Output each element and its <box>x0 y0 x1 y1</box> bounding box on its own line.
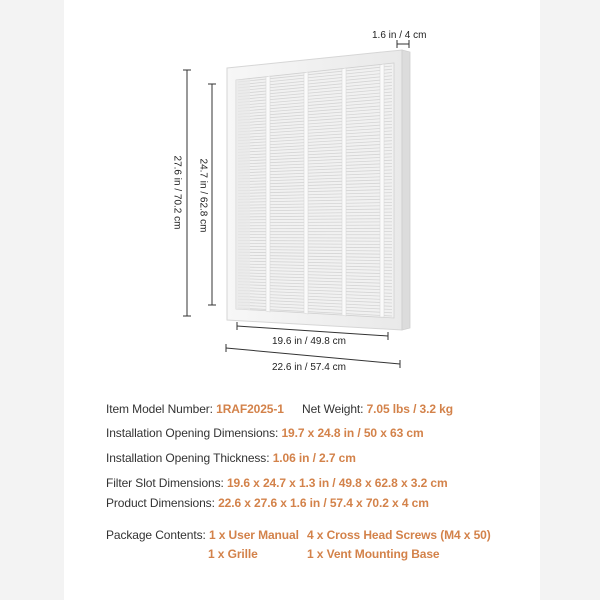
grille-side-edge <box>402 50 410 330</box>
opening-thickness-value: 1.06 in / 2.7 cm <box>272 451 356 465</box>
spec-row-opening-dims <box>106 426 424 440</box>
weight-value: 7.05 lbs / 3.2 kg <box>366 402 453 416</box>
product-dims-value: 22.6 x 27.6 x 1.6 in / 57.4 x 70.2 x 4 cm <box>218 496 429 510</box>
opening-thickness-label: Installation Opening Thickness: <box>106 451 270 465</box>
product-dims-label: Product Dimensions: <box>106 496 215 510</box>
louver-slat <box>238 238 392 239</box>
spec-row-weight <box>302 402 453 416</box>
package-item: 1 x Grille <box>208 547 258 561</box>
filter-slot-value: 19.6 x 24.7 x 1.3 in / 49.8 x 62.8 x 3.2 cm <box>226 476 448 490</box>
spec-row-filter-slot <box>106 476 448 490</box>
depth-label: 1.6 in / 4 cm <box>372 30 427 41</box>
model-value: 1RAF2025-1 <box>216 402 284 416</box>
opening-dims-value: 19.7 x 24.8 in / 50 x 63 cm <box>281 426 424 440</box>
package-item: 1 x User Manual <box>208 528 299 542</box>
spec-row-opening-thickness <box>106 451 356 465</box>
louver-slat <box>238 228 392 229</box>
package-item: 1 x Vent Mounting Base <box>307 547 440 561</box>
inner-height-label: 24.7 in / 62.8 cm <box>197 158 209 233</box>
package-item-screws <box>307 528 491 542</box>
inner-width-label: 19.6 in / 49.8 cm <box>272 336 346 347</box>
spec-row-model <box>106 402 284 416</box>
overall-height-label: 27.6 in / 70.2 cm <box>171 155 183 230</box>
weight-label: Net Weight: <box>302 402 364 416</box>
model-label: Item Model Number: <box>106 402 213 416</box>
spec-card <box>84 388 516 576</box>
overall-width-label: 22.6 in / 57.4 cm <box>272 362 346 373</box>
package-item-base <box>307 547 440 561</box>
package-label: Package Contents: <box>106 528 206 542</box>
spec-row-product-dims <box>106 496 429 510</box>
opening-dims-label: Installation Opening Dimensions: <box>106 426 279 440</box>
spec-row-package <box>106 528 299 542</box>
package-item: 4 x Cross Head Screws (M4 x 50) <box>307 528 491 542</box>
filter-slot-label: Filter Slot Dimensions: <box>106 476 224 490</box>
package-item-grille <box>208 547 258 561</box>
